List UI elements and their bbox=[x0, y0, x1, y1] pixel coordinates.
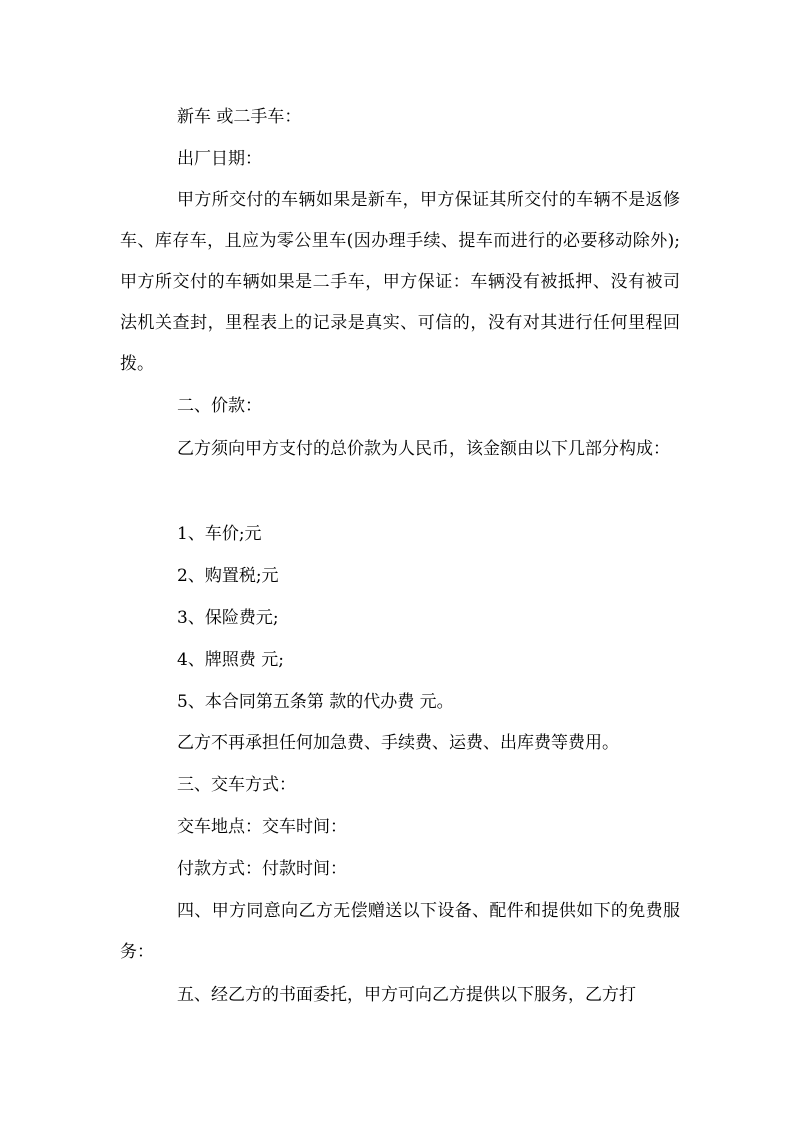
paragraph-payment-method-time: 付款方式：付款时间： bbox=[177, 859, 347, 879]
paragraph-manufacture-date: 出厂日期： bbox=[177, 149, 262, 169]
heading-price: 二、价款： bbox=[177, 396, 262, 416]
paragraph-total-price: 乙方须向甲方支付的总价款为人民币，该金额由以下几部分构成： bbox=[177, 439, 670, 459]
paragraph-vehicle-type: 新车 或二手车： bbox=[177, 107, 302, 127]
paragraph-vehicle-guarantee: 甲方所交付的车辆如果是新车，甲方保证其所交付的车辆不是返修车、库存车，且应为零公里车(因办理手续、提车而进行的必要移动除外);甲方所交付的车辆如果是二手车，甲方保证：车辆没有被抵押、没有被司法机关查封，里程表上的记录是真实、可信的，没有对其进行任何里程回拨。 bbox=[120, 190, 680, 374]
list-item-agency-fee: 5、本合同第五条第 款的代办费 元。 bbox=[177, 692, 454, 712]
list-item-car-price: 1、车价;元 bbox=[177, 524, 262, 544]
paragraph-no-extra-fees: 乙方不再承担任何加急费、手续费、运费、出库费等费用。 bbox=[177, 733, 619, 753]
paragraph-free-gifts: 四、甲方同意向乙方无偿赠送以下设备、配件和提供如下的免费服务： bbox=[120, 901, 680, 962]
paragraph-delivery-place-time: 交车地点：交车时间： bbox=[177, 817, 347, 837]
list-item-license-fee: 4、牌照费 元; bbox=[177, 650, 284, 670]
list-item-insurance: 3、保险费元; bbox=[177, 608, 279, 628]
list-item-purchase-tax: 2、购置税;元 bbox=[177, 566, 279, 586]
heading-delivery: 三、交车方式： bbox=[177, 775, 296, 795]
paragraph-entrusted-services: 五、经乙方的书面委托，甲方可向乙方提供以下服务，乙方打 bbox=[177, 985, 636, 1005]
